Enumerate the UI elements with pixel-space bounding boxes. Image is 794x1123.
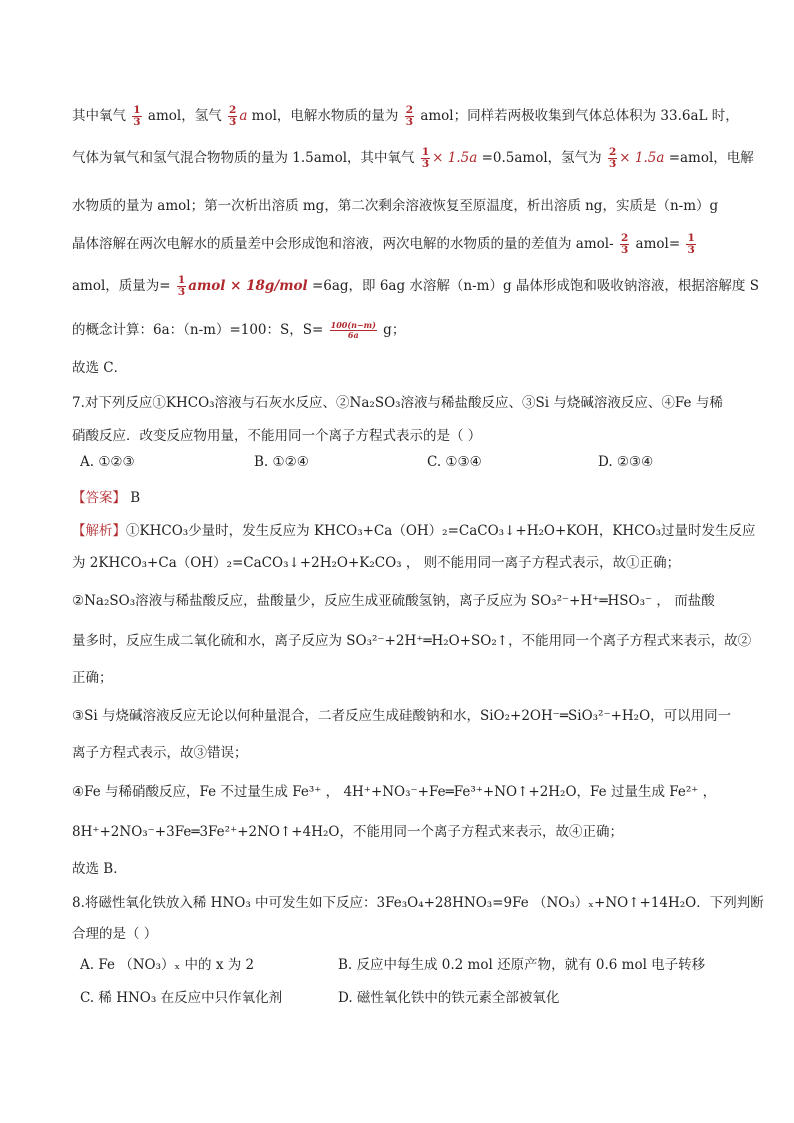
q7-analysis-line8: ④Fe 与稀硝酸反应，Fe 不过量生成 Fe³⁺ ， 4H⁺+NO₃⁻+Fe═Fe³⁺+NO↑+2H₂O，Fe 过量生成 Fe²⁺ ， <box>72 784 717 800</box>
text: 晶体溶解在两次电解水的质量差中会形成饱和溶液，两次电解的水物质的量的差值为 amol- <box>72 236 618 252</box>
q8-option-b: B. 反应中每生成 0.2 mol 还原产物，就有 0.6 mol 电子转移 <box>338 957 706 973</box>
analysis6-line3: 水物质的量为 amol；第一次析出溶质 mg，第二次剩余溶液恢复至原温度，析出溶质 ng，实质是（n-m）g <box>72 198 719 214</box>
fraction: $\frac{2}{3}$ <box>608 146 617 170</box>
q7-option-b: B. ①②④ <box>254 454 309 470</box>
q8-option-a: A. Fe （NO₃）ₓ 中的 x 为 2 <box>80 957 255 973</box>
text: 其中氧气 <box>72 108 131 124</box>
q7-analysis-line7: 离子方程式表示，故③错误； <box>72 745 248 761</box>
fraction: $\frac{1}{3}$ <box>687 232 695 256</box>
q7-option-a: A. ①②③ <box>80 454 135 470</box>
q8-stem-line2: 合理的是（ ） <box>72 926 158 942</box>
text: amol；同样若两极收集到气体总体积为 33.6aL 时， <box>416 108 739 124</box>
math: amol × 18g/mol <box>188 278 308 294</box>
answer-value: B <box>130 490 141 506</box>
fraction: $\frac{1}{3}$ <box>177 274 186 298</box>
q7-analysis-line6: ③Si 与烧碱溶液反应无论以何种量混合，二者反应生成硅酸钠和水，SiO₂+2OH⁻═SiO₃²⁻+H₂O，可以用同一 <box>72 708 732 724</box>
fraction: $\frac{2}{3}$ <box>229 104 237 128</box>
math: × 1.5a <box>619 150 665 166</box>
answer-label: 【答案】 <box>72 490 126 506</box>
text: amol，氢气 <box>143 108 226 124</box>
q8-option-c: C. 稀 HNO₃ 在反应中只作氧化剂 <box>80 990 283 1006</box>
fraction: $\frac{1}{3}$ <box>421 146 430 170</box>
fraction: $\frac{100(n-m)}{6a}$ <box>330 320 376 340</box>
fraction: $\frac{2}{3}$ <box>405 104 414 128</box>
q7-analysis-line5: 正确； <box>72 670 113 686</box>
text: 的概念计算：6a：（n-m）=100：S，S= <box>72 322 328 338</box>
math: × 1.5a <box>432 150 478 166</box>
fraction: $\frac{2}{3}$ <box>620 232 629 256</box>
text: amol，质量为= <box>72 278 175 294</box>
math: a <box>239 108 248 124</box>
text: mol，电解水物质的量为 <box>247 108 403 124</box>
q7-conclusion: 故选 B． <box>72 861 127 877</box>
text: =0.5amol，氢气为 <box>477 150 606 166</box>
analysis6-line1 <box>72 104 739 128</box>
text: ①KHCO₃少量时，发生反应为 KHCO₃+Ca（OH）₂=CaCO₃↓+H₂O+KOH，KHCO₃过量时发生反应 <box>126 523 756 539</box>
q7-stem-line1: 7.对下列反应①KHCO₃溶液与石灰水反应、②Na₂SO₃溶液与稀盐酸反应、③Si 与烧碱溶液反应、④Fe 与稀 <box>72 395 723 411</box>
q7-answer <box>72 486 140 506</box>
text: 气体为氧气和氢气混合物物质的量为 1.5amol，其中氧气 <box>72 150 419 166</box>
text: amol= <box>631 236 685 252</box>
q8-stem-line1: 8.将磁性氧化铁放入稀 HNO₃ 中可发生如下反应：3Fe₃O₄+28HNO₃=9Fe （NO₃）ₓ+NO↑+14H₂O．下列判断 <box>72 895 764 911</box>
fraction: $\frac{1}{3}$ <box>133 104 141 128</box>
analysis-label: 【解析】 <box>72 523 126 539</box>
q7-analysis-line4: 量多时，反应生成二氧化硫和水，离子反应为 SO₃²⁻+2H⁺═H₂O+SO₂↑，不能用同一个离子方程式来表示，故② <box>72 633 752 649</box>
q7-analysis-line2: 为 2KHCO₃+Ca（OH）₂=CaCO₃↓+2H₂O+K₂CO₃ ， 则不能用同一离子方程式表示，故①正确； <box>72 555 681 571</box>
q7-option-c: C. ①③④ <box>427 454 482 470</box>
analysis6-line4 <box>72 232 698 256</box>
q7-analysis-line1 <box>72 519 755 539</box>
text: =6ag，即 6ag 水溶解（n-m）g 晶体形成饱和吸收钠溶液，根据溶解度 S <box>307 278 759 294</box>
analysis6-line6 <box>72 318 405 340</box>
q7-analysis-line3: ②Na₂SO₃溶液与稀盐酸反应，盐酸量少，反应生成亚硫酸氢钠，离子反应为 SO₃²⁻+H⁺═HSO₃⁻ ， 而盐酸 <box>72 593 715 609</box>
q7-stem-line2: 硝酸反应．改变反应物用量，不能用同一个离子方程式表示的是（ ） <box>72 428 482 444</box>
text: g； <box>378 322 406 338</box>
text: =amol，电解 <box>664 150 754 166</box>
analysis6-line5 <box>72 274 759 298</box>
q7-option-d: D. ②③④ <box>598 454 654 470</box>
analysis6-line2 <box>72 146 754 170</box>
q7-analysis-line9: 8H⁺+2NO₃⁻+3Fe═3Fe²⁺+2NO↑+4H₂O，不能用同一个离子方程式来表示，故④正确； <box>72 824 623 840</box>
analysis6-conclusion: 故选 C． <box>72 360 128 376</box>
q8-option-d: D. 磁性氧化铁中的铁元素全部被氧化 <box>338 990 560 1006</box>
